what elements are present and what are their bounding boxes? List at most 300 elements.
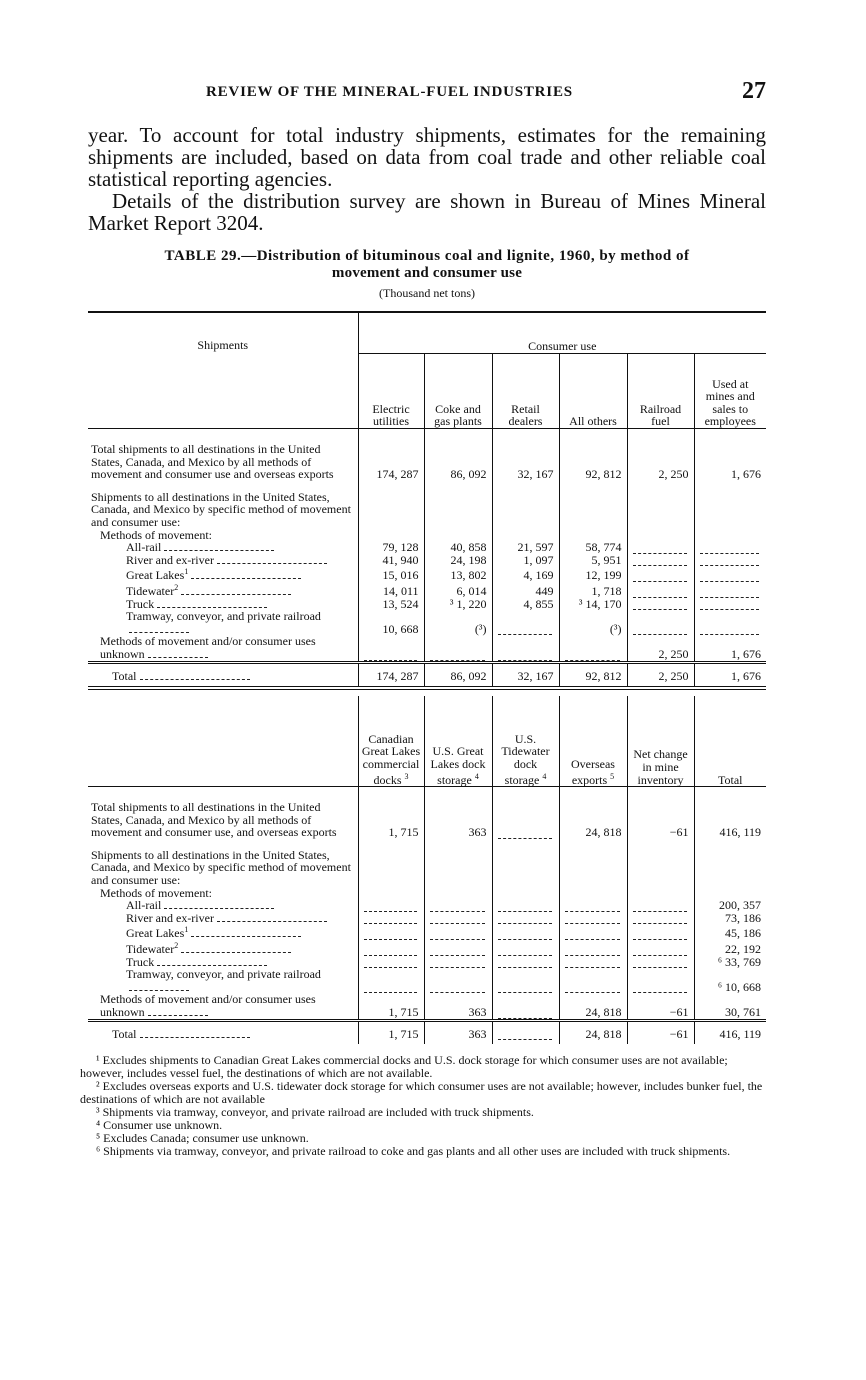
- table-cell: [424, 481, 492, 529]
- cell-value: 174, 287: [376, 668, 419, 683]
- row-label: [88, 968, 358, 993]
- footnotes: [80, 1054, 766, 1158]
- table-cell: [627, 1020, 694, 1044]
- dot-leader: [148, 656, 208, 658]
- cell-value: 21, 597: [517, 540, 554, 555]
- table-cell: [492, 429, 559, 481]
- group-header-consumer-use: Consumer use: [358, 312, 766, 354]
- table-row-great_lakes: [88, 566, 766, 582]
- table-cell: [694, 598, 766, 611]
- cell-value: ⁶ 10, 668: [717, 979, 761, 994]
- empty-cell-dash: [430, 986, 485, 993]
- table-cell: [424, 610, 492, 635]
- footnote-mark: 1: [184, 567, 189, 577]
- table-cell: [627, 912, 694, 925]
- table-cell: [492, 635, 559, 662]
- table-cell: [424, 554, 492, 567]
- page-number: 27: [742, 78, 766, 104]
- table-cell: [627, 566, 694, 582]
- cell-value: (³): [609, 621, 622, 636]
- table-cell: [694, 956, 766, 969]
- cell-value: ⁶ 33, 769: [717, 954, 761, 969]
- table-row-total_all: [88, 429, 766, 481]
- table-title-line-2: movement and consumer use: [331, 265, 523, 281]
- footnote-6: ⁶ Shipments via tramway, conveyor, and private railroad to coke and gas plants and all other uses are included with truck shipments.: [96, 1144, 731, 1159]
- row-label-text: River and ex-river: [126, 910, 214, 925]
- table-cell: [694, 924, 766, 940]
- footnote-4: ⁴ Consumer use unknown.: [96, 1118, 223, 1133]
- row-label: [88, 940, 358, 956]
- cell-value: 24, 818: [585, 825, 622, 840]
- table-cell: [627, 598, 694, 611]
- table-cell: [358, 787, 424, 839]
- table-cell: [559, 887, 627, 900]
- table-cell: [424, 940, 492, 956]
- table-cell: [358, 912, 424, 925]
- footnote-mark: 2: [174, 582, 179, 592]
- col-header-overseas-exports: Overseas exports $^5$: [559, 696, 627, 787]
- footnote-3: ³ Shipments via tramway, conveyor, and private railroad are included with truck shipments.: [96, 1105, 534, 1120]
- empty-cell-dash: [498, 986, 552, 993]
- empty-cell-dash: [498, 949, 552, 956]
- dot-leader: [129, 631, 189, 633]
- row-label: [88, 635, 358, 662]
- col-header-electric-utilities: Electric utilities: [358, 354, 424, 429]
- row-label: [88, 481, 358, 529]
- table-cell: [492, 566, 559, 582]
- cell-value: 15, 016: [382, 568, 419, 583]
- table-cell: [358, 481, 424, 529]
- table-cell: [358, 956, 424, 969]
- empty-cell-dash: [364, 949, 417, 956]
- table-row-river: [88, 554, 766, 567]
- section-separator: [88, 688, 766, 696]
- cell-value: 24, 198: [450, 552, 487, 567]
- table-cell: [424, 887, 492, 900]
- table-unit: (Thousand net tons): [379, 286, 475, 300]
- table-cell: [627, 481, 694, 529]
- table-cell: [424, 839, 492, 887]
- table-cell: [559, 429, 627, 481]
- dot-leader: [129, 989, 189, 991]
- cell-value: 363: [468, 1005, 487, 1019]
- table-cell: [492, 1020, 559, 1044]
- row-label-text: Total: [112, 1026, 137, 1041]
- table-row-methods: [88, 887, 766, 900]
- cell-value: 4, 855: [523, 596, 554, 611]
- col-header-us-lakes-storage: U.S. Great Lakes dock storage $^4$: [424, 696, 492, 787]
- row-label: [88, 554, 358, 567]
- dot-leader: [140, 1036, 250, 1038]
- row-label-text: Truck: [126, 954, 155, 969]
- cell-value: 10, 668: [382, 621, 419, 636]
- empty-cell-dash: [633, 559, 687, 566]
- table-cell: [424, 429, 492, 481]
- table-cell: [694, 566, 766, 582]
- row-label: [88, 566, 358, 582]
- table-row-great_lakes: [88, 924, 766, 940]
- empty-cell-dash: [430, 917, 485, 924]
- empty-cell-dash: [364, 905, 417, 912]
- row-label: [88, 429, 358, 481]
- table-title: [88, 248, 766, 282]
- empty-cell-dash: [565, 905, 620, 912]
- table-cell: [627, 582, 694, 598]
- empty-cell-dash: [633, 603, 687, 610]
- empty-cell-dash: [633, 917, 687, 924]
- table-cell: [424, 956, 492, 969]
- document-page: [80, 78, 766, 1159]
- cell-value: 1, 718: [591, 583, 622, 598]
- row-label: [88, 1020, 358, 1044]
- empty-cell-dash: [364, 917, 417, 924]
- table-row-tidewater: [88, 582, 766, 598]
- empty-cell-dash: [430, 905, 485, 912]
- footnote-mark: 2: [174, 941, 179, 951]
- row-label: [88, 582, 358, 598]
- empty-cell-dash: [700, 603, 760, 610]
- cell-value: 1, 676: [731, 646, 761, 661]
- empty-cell-dash: [565, 917, 620, 924]
- empty-cell-dash: [430, 933, 485, 940]
- table-cell: [559, 635, 627, 662]
- cell-value: 2, 250: [658, 467, 689, 482]
- row-label: [88, 924, 358, 940]
- table-cell: [627, 924, 694, 940]
- empty-cell-dash: [633, 591, 687, 598]
- row-label: [88, 912, 358, 925]
- footnote-1: ¹ Excludes shipments to Canadian Great Lakes commercial docks and U.S. dock storage for which consumer uses are not available; however, includes vessel fuel, the destinations of which are not available.: [80, 1053, 728, 1081]
- empty-cell-dash: [700, 547, 760, 554]
- cell-value: 6, 014: [456, 583, 487, 598]
- table-cell: [694, 968, 766, 993]
- table-cell: [627, 968, 694, 993]
- table-cell: [424, 598, 492, 611]
- cell-value: 174, 287: [376, 467, 419, 482]
- cell-value: 86, 092: [450, 467, 487, 482]
- bottom-table-body: [88, 787, 766, 1045]
- table-cell: [694, 529, 766, 542]
- table-cell: [358, 899, 424, 912]
- empty-cell-dash: [700, 575, 760, 582]
- table-cell: [559, 598, 627, 611]
- table-cell: [492, 610, 559, 635]
- cell-value: 1, 097: [523, 552, 554, 567]
- table-cell: [424, 912, 492, 925]
- table-cell: [694, 429, 766, 481]
- table-cell: [694, 839, 766, 887]
- table-cell: [559, 662, 627, 688]
- table-cell: [559, 912, 627, 925]
- stub-header: Shipments: [88, 312, 358, 429]
- col-header-all-others: All others: [559, 354, 627, 429]
- table-cell: [694, 582, 766, 598]
- table-cell: [358, 662, 424, 688]
- dot-leader: [164, 549, 274, 551]
- table-cell: [358, 968, 424, 993]
- col-header-us-tidewater-storage: U.S. Tidewater dock storage $^4$: [492, 696, 559, 787]
- bottom-stub-header: [88, 696, 358, 787]
- table-cell: [358, 887, 424, 900]
- table-cell: [424, 635, 492, 662]
- table-cell: [559, 566, 627, 582]
- table-cell: [627, 610, 694, 635]
- table-cell: [627, 993, 694, 1020]
- table-cell: [627, 554, 694, 567]
- cell-value: 416, 119: [719, 1026, 761, 1041]
- table-cell: [358, 598, 424, 611]
- table-cell: [358, 610, 424, 635]
- table-cell: [492, 662, 559, 688]
- cell-value: 363: [468, 825, 487, 840]
- col-header-railroad-fuel: Railroad fuel: [627, 354, 694, 429]
- row-label-text: Great Lakes: [126, 568, 185, 583]
- table-row-total: [88, 662, 766, 688]
- empty-cell-dash: [498, 654, 552, 661]
- row-label-text: River and ex-river: [126, 552, 214, 567]
- empty-cell-dash: [565, 933, 620, 940]
- table-cell: [559, 839, 627, 887]
- row-label-text: Tramway, conveyor, and private railroad: [126, 609, 321, 624]
- table-cell: [559, 1020, 627, 1044]
- empty-cell-dash: [565, 654, 620, 661]
- table-cell: [492, 912, 559, 925]
- cell-value: 92, 812: [585, 668, 622, 683]
- table-cell: [694, 787, 766, 839]
- cell-value: 2, 250: [658, 668, 689, 683]
- footnote-5: ⁵ Excludes Canada; consumer use unknown.: [96, 1131, 309, 1146]
- table-cell: [559, 940, 627, 956]
- table-cell: [424, 566, 492, 582]
- table-cell: [694, 481, 766, 529]
- table-cell: [559, 787, 627, 839]
- table-cell: [694, 554, 766, 567]
- cell-value: 13, 802: [450, 568, 487, 583]
- table-cell: [627, 635, 694, 662]
- table-cell: [358, 635, 424, 662]
- cell-value: (³): [474, 621, 487, 636]
- table-cell: [627, 787, 694, 839]
- table-cell: [694, 635, 766, 662]
- row-label: [88, 787, 358, 839]
- cell-value: 1, 676: [731, 467, 761, 482]
- cell-value: 449: [535, 583, 554, 598]
- table-cell: [627, 887, 694, 900]
- table-cell: [627, 429, 694, 481]
- row-label-text: Methods of movement:: [100, 527, 212, 542]
- running-head: [88, 78, 766, 108]
- cell-value: 24, 818: [585, 1026, 622, 1041]
- table-row-specific: [88, 481, 766, 529]
- table-cell: [358, 1020, 424, 1044]
- empty-cell-dash: [498, 832, 552, 839]
- dot-leader: [191, 577, 301, 579]
- row-label-text: All-rail: [126, 540, 162, 555]
- table-cell: [492, 481, 559, 529]
- empty-cell-dash: [498, 933, 552, 940]
- table-row-tidewater: [88, 940, 766, 956]
- empty-cell-dash: [565, 961, 620, 968]
- empty-cell-dash: [633, 575, 687, 582]
- cell-value: 58, 774: [585, 540, 622, 555]
- cell-value: 5, 951: [591, 552, 622, 567]
- table-cell: [492, 787, 559, 839]
- table-cell: [492, 839, 559, 887]
- table-cell: [559, 968, 627, 993]
- empty-cell-dash: [700, 628, 760, 635]
- empty-cell-dash: [633, 933, 687, 940]
- dot-leader: [157, 606, 267, 608]
- table-cell: [694, 1020, 766, 1044]
- table-cell: [627, 956, 694, 969]
- row-label-text: Great Lakes: [126, 926, 185, 941]
- body-text: [88, 124, 766, 234]
- empty-cell-dash: [498, 917, 552, 924]
- empty-cell-dash: [633, 628, 687, 635]
- row-label-text: Tramway, conveyor, and private railroad: [126, 967, 321, 982]
- cell-value: 1, 715: [388, 1005, 419, 1019]
- row-label: [88, 993, 358, 1020]
- paragraph-1: year. To account for total industry shipments, estimates for the remaining shipments are included, based on data from coal trade and other reliable coal statistical reporting agencies.: [88, 123, 766, 191]
- table-cell: [424, 662, 492, 688]
- row-label-text: Shipments to all destinations in the United States, Canada, and Mexico by specific method of movement and consumer use:: [91, 847, 351, 888]
- row-label-text: Total shipments to all destinations in the United States, Canada, and Mexico by all methods of movement and consumer use and overseas exports: [91, 442, 334, 482]
- table-cell: [492, 887, 559, 900]
- table-row-unknown: [88, 993, 766, 1020]
- empty-cell-dash: [498, 961, 552, 968]
- table-cell: [424, 899, 492, 912]
- row-label-text: Methods of movement:: [100, 885, 212, 900]
- empty-cell-dash: [498, 628, 552, 635]
- table-cell: [358, 566, 424, 582]
- table-cell: [559, 554, 627, 567]
- cell-value: 41, 940: [382, 552, 419, 567]
- bottom-column-header-row: [88, 696, 766, 787]
- table-cell: [358, 940, 424, 956]
- table-cell: [559, 956, 627, 969]
- cell-value: 32, 167: [517, 467, 554, 482]
- row-label: [88, 662, 358, 688]
- footnote-mark: 1: [184, 925, 189, 935]
- dot-leader: [140, 678, 250, 680]
- dot-leader: [217, 920, 327, 922]
- footnote-2: ² Excludes overseas exports and U.S. tidewater dock storage for which consumer uses are not available; however, includes bunker fuel, the destinations of which are not available: [80, 1079, 763, 1107]
- cell-value: 12, 199: [585, 568, 622, 583]
- empty-cell-dash: [364, 986, 417, 993]
- cell-value: 86, 092: [450, 668, 487, 683]
- cell-value: 24, 818: [585, 1005, 622, 1019]
- table-cell: [492, 940, 559, 956]
- table-cell: [492, 924, 559, 940]
- empty-cell-dash: [498, 905, 552, 912]
- distribution-table: [88, 311, 766, 1044]
- table-cell: [627, 662, 694, 688]
- table-cell: [559, 610, 627, 635]
- table-title-line-1: TABLE 29.—Distribution of bituminous coal and lignite, 1960, by method of: [164, 248, 690, 264]
- row-label-text: Shipments to all destinations in the United States, Canada, and Mexico by specific method of movement and consumer use:: [91, 489, 351, 529]
- table-cell: [694, 662, 766, 688]
- empty-cell-dash: [633, 986, 687, 993]
- table-cell: [627, 541, 694, 554]
- table-cell: [424, 993, 492, 1020]
- row-label: [88, 610, 358, 635]
- row-label-text: Methods of movement and/or consumer uses unknown: [100, 634, 316, 661]
- empty-cell-dash: [700, 591, 760, 598]
- cell-value: ³ 1, 220: [449, 596, 487, 611]
- table-cell: [358, 839, 424, 887]
- table-cell: [492, 554, 559, 567]
- empty-cell-dash: [633, 961, 687, 968]
- table-cell: [559, 582, 627, 598]
- row-label-text: Methods of movement and/or consumer uses unknown: [100, 992, 316, 1019]
- dot-leader: [217, 562, 327, 564]
- table-row-specific: [88, 839, 766, 887]
- empty-cell-dash: [364, 933, 417, 940]
- paragraph-2: Details of the distribution survey are shown in Bureau of Mines Mineral Market Report 3204.: [88, 189, 766, 235]
- table-cell: [694, 610, 766, 635]
- table-cell: [492, 899, 559, 912]
- table-cell: [694, 940, 766, 956]
- table-cell: [358, 429, 424, 481]
- cell-value: −61: [669, 1005, 689, 1019]
- cell-value: 13, 524: [382, 596, 419, 611]
- cell-value: 73, 186: [725, 910, 761, 925]
- table-cell: [627, 839, 694, 887]
- cell-value: 200, 357: [719, 898, 761, 913]
- row-label-text: Tidewater: [126, 942, 175, 957]
- col-header-canadian-docks: Canadian Great Lakes commercial docks $^3$: [358, 696, 424, 787]
- dot-leader: [181, 951, 291, 953]
- empty-cell-dash: [565, 949, 620, 956]
- table-row-unknown: [88, 635, 766, 662]
- cell-value: 92, 812: [585, 467, 622, 482]
- col-header-used-at-mines: Used at mines and sales to employees: [694, 354, 766, 429]
- table-row-methods: [88, 529, 766, 542]
- table-cell: [559, 481, 627, 529]
- empty-cell-dash: [430, 654, 485, 661]
- table-cell: [694, 541, 766, 554]
- table-cell: [358, 993, 424, 1020]
- top-header-group-row: [88, 312, 766, 354]
- cell-value: 2, 250: [658, 646, 689, 661]
- empty-cell-dash: [430, 961, 485, 968]
- empty-cell-dash: [430, 949, 485, 956]
- empty-cell-dash: [700, 559, 760, 566]
- col-header-coke-gas: Coke and gas plants: [424, 354, 492, 429]
- empty-cell-dash: [633, 905, 687, 912]
- row-label-text: Total shipments to all destinations in the United States, Canada, and Mexico by all methods of movement and consumer use, and overseas exports: [91, 800, 337, 840]
- table-cell: [424, 968, 492, 993]
- dot-leader: [164, 907, 274, 909]
- table-cell: [627, 940, 694, 956]
- empty-cell-dash: [565, 986, 620, 993]
- cell-value: 40, 858: [450, 540, 487, 555]
- cell-value: 416, 119: [719, 825, 761, 840]
- cell-value: 4, 169: [523, 568, 554, 583]
- running-title: REVIEW OF THE MINERAL-FUEL INDUSTRIES: [206, 84, 573, 100]
- table-cell: [424, 924, 492, 940]
- table-cell: [358, 582, 424, 598]
- table-cell: [492, 956, 559, 969]
- table-cell: [694, 912, 766, 925]
- top-table-body: [88, 429, 766, 689]
- table-cell: [424, 787, 492, 839]
- table-cell: [627, 899, 694, 912]
- table-row-total: [88, 1020, 766, 1044]
- col-header-net-change: Net change in mine inventory: [627, 696, 694, 787]
- cell-value: 32, 167: [517, 668, 554, 683]
- col-header-retail-dealers: Retail dealers: [492, 354, 559, 429]
